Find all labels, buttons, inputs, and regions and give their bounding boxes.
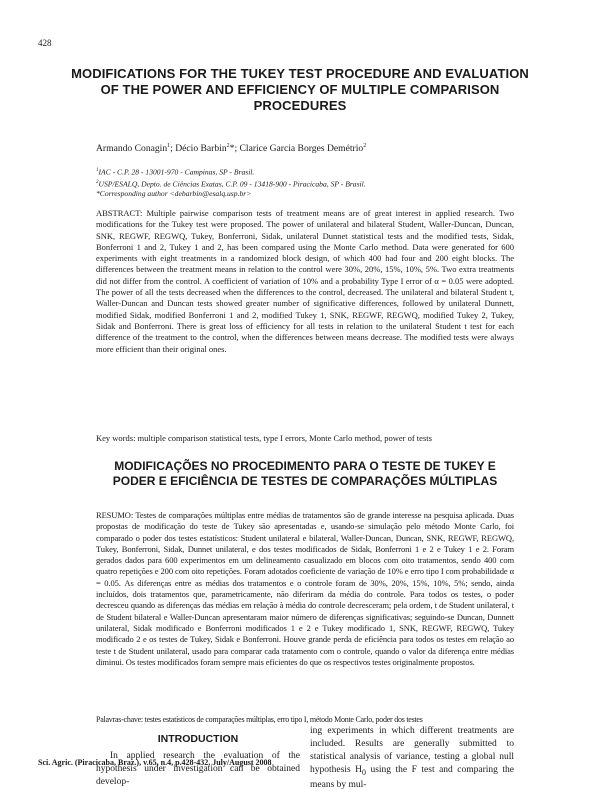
journal-footer: Sci. Agric. (Piracicaba, Braz.), v.65, n.4, p.428-432, July/August 2008 — [38, 758, 272, 767]
introduction-heading: INTRODUCTION — [157, 733, 239, 745]
affiliation-2-text: USP/ESALQ, Depto. de Ciências Exatas, C.P. 09 - 13418-900 - Piracicaba, SP - Brasil. — [98, 179, 366, 189]
article-title: MODIFICATIONS FOR THE TUKEY TEST PROCEDURE AND EVALUATION OF THE POWER AND EFFICIENCY OF MULTIPLE COMPARISON PROCEDURES — [71, 66, 529, 113]
intro-col2-subscript: 0 — [362, 767, 366, 777]
affiliation-1-text: IAC - C.P. 28 - 13001-970 - Campinas, SP - Brasil. — [98, 167, 255, 177]
author-3: ; Clarice Garcia Borges Demétrio — [234, 143, 364, 155]
intro-col2-text-b: using the F test and comparing the means by mul- — [310, 765, 515, 790]
abstract: ABSTRACT: Multiple pairwise comparison tests of treatment means are of great interest in applied research. Two modifications for the Tukey test were proposed. The power of unilateral and bilateral Student, Waller-Duncan, Duncan, SNK, REGWF, REGWQ, Tukey, Bonferroni, Sidak, unilateral Dunnet statistical tests and the modified tests, Sidak, Bonferroni 1 and 2, Tukey 1 and 2, has been compared using the Monte Carlo method. Data were generated for 600 experiments with eight treatments in a randomized block design, of which 400 had four and 200 eight blocks. The differences between the treatment means in relation to the control were 30%, 20%, 15%, 10%, 5%. Two extra treatments did not differ from the control. A coefficient of variation of 10% and a probability Type I error of α = 0.05 were adopted. The power of all the tests decreased when the differences to the control, decreased. The unilateral and bilateral Student t, Waller-Duncan and Duncan tests showed greater number of significative differences, followed by unilateral Dunnett, modified Sidak, modified Bonferroni 1 and 2, modified Tukey 1, SNK, REGWF, REGWQ, modified Tukey 2, Tukey, Sidak and Bonferroni. There is great loss of efficiency for all tests in relation to the unilateral Student t test for each difference of the treatment to the control, when the differences between means decrease. The modified tests were always more efficient than their original ones. — [96, 208, 514, 354]
affiliation-2 — [96, 178, 366, 190]
affiliation-1 — [96, 166, 366, 178]
keywords: Key words: multiple comparison statistical tests, type I errors, Monte Carlo method, power of tests — [96, 433, 432, 443]
page-number: 428 — [38, 38, 52, 48]
palavras-chave: Palavras-chave: testes estatísticos de comparações múltiplas, erro tipo I, método Monte Carlo, poder dos testes — [96, 715, 423, 724]
corresponding-author: *Corresponding author <debarbin@esalq.usp.br> — [96, 189, 252, 199]
intro-col2-text-a: ing experiments in which different treatments are included. Results are generally submitted to statistical analysis of variance, testing a global null hypothesis H — [310, 726, 514, 775]
affiliations — [96, 166, 366, 199]
introduction-column-2 — [310, 725, 514, 792]
author-3-affil-mark: 2 — [363, 143, 367, 149]
author-list — [96, 143, 366, 154]
affiliation-1-mark: 1 — [96, 168, 99, 173]
affiliation-2-mark: 2 — [96, 179, 99, 185]
corresponding-mark: * — [229, 143, 235, 155]
author-2: ; Décio Barbin — [170, 143, 227, 155]
author-2-affil-mark: 2 — [226, 143, 230, 149]
portuguese-title: MODIFICAÇÕES NO PROCEDIMENTO PARA O TESTE DE TUKEY E PODER E EFICIÊNCIA DE TESTES DE COMPARAÇÕES MÚLTIPLAS — [112, 459, 498, 488]
author-1: Armando Conagin — [96, 143, 168, 155]
introduction-column-1: In applied research the evaluation of the hypothesis under investigation can be obtained develop- — [96, 751, 300, 787]
author-1-affil-mark: 1 — [167, 143, 171, 149]
resumo: RESUMO: Testes de comparações múltiplas entre médias de tratamentos são de grande interesse na pesquisa aplicada. Duas propostas de modificação do teste de Tukey são apresentadas e, usando-se simulação pelo método Monte Carlo, foi comparado o poder dos testes estatísticos: Student unilateral e bilateral, Waller-Duncan, Duncan, SNK, REGWF, REGWQ, Tukey, Bonferroni, Sidak, Dunnet unilateral, e dos testes modificados de Sidak, Bonferroni 1 e 2 e Tukey 1 e 2. Foram gerados dados para 600 experimentos em um delineamento casualizado em blocos com oito tratamentos, sendo 400 com quatro repetições e 200 com oito repetições. Foram adotados coeficiente de variação de 10% e erro tipo I com probabilidade α = 0.05. As diferenças entre as médias dos tratamentos e o controle foram de 30%, 20%, 15%, 10%, 5%; sendo, ainda incluídos, dois tratamentos que, parametricamente, não diferiram da média do controle. Para todos os testes, o poder decresceu quando as diferenças das médias em relação à média do controle decresceram; pela ordem, t de Student unilateral, t de Student bilateral e Waller-Duncan apresentaram maior número de diferenças significativas; seguindo-se Duncan, Dunnett unilateral, Sidak modificado e Bonferroni modificados 1 e 2 e Tukey modificado 1, SNK, REGWF, REGWQ, Tukey modificado 2 e os testes de Tukey, Sidak e Bonferroni. Houve grande perda de eficiência para todos os testes em relação ao teste t de Student unilateral, usado para comparar cada tratamento com o controle, quando o valor da diferença entre médias diminui. Os testes modificados foram sempre mais eficientes do que os respectivos testes originalmente propostos. — [96, 510, 514, 667]
